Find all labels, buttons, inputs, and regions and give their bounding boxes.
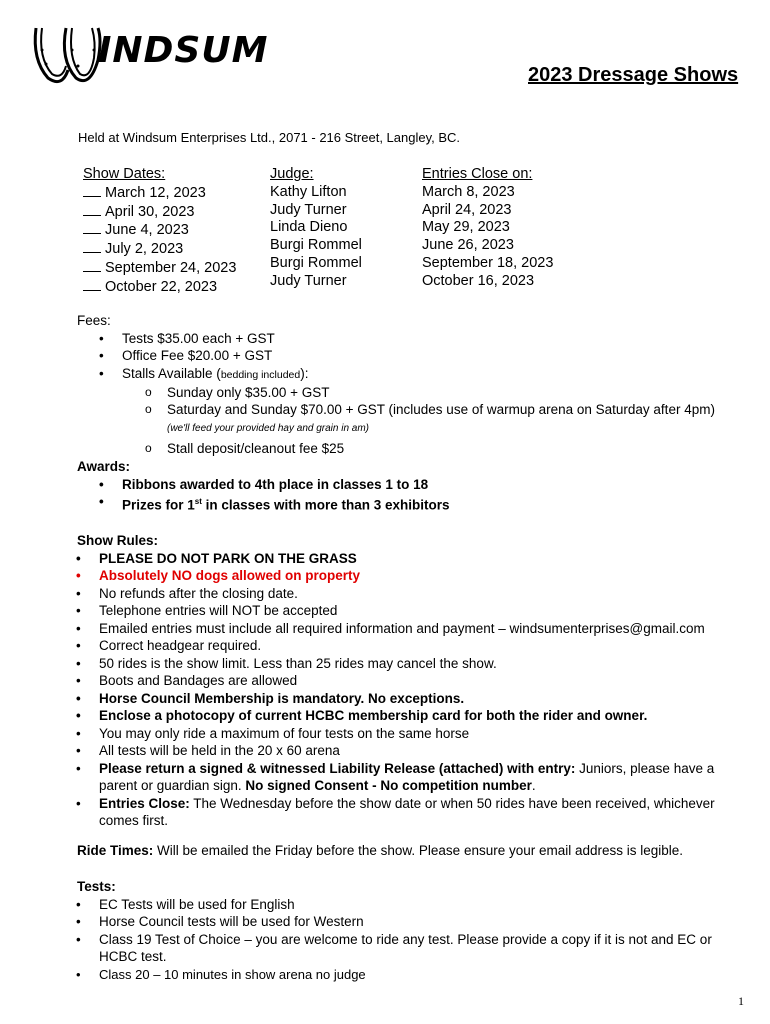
venue-line: Held at Windsum Enterprises Ltd., 2071 - 216 Street, Langley, BC. <box>78 130 461 145</box>
page-number: 1 <box>738 994 744 1008</box>
rule-item: • Correct headgear required. <box>99 637 749 655</box>
show-date-row: September 24, 2023 <box>83 259 236 278</box>
rules-section <box>77 532 749 830</box>
stall-option: o Stall deposit/cleanout fee $25 <box>167 440 767 457</box>
close-date: March 8, 2023 <box>422 183 515 200</box>
windsum-logo <box>28 14 298 92</box>
fees-section <box>77 312 767 457</box>
rule-item: • Enclose a photocopy of current HCBC membership card for both the rider and owner. <box>99 707 749 725</box>
ride-times-line <box>77 843 683 858</box>
ride-times-label: Ride Times: <box>77 843 154 858</box>
award-item: • Prizes for 1st in classes with more than 3 exhibitors <box>122 493 449 514</box>
rule-item: • Absolutely NO dogs allowed on property <box>99 567 749 585</box>
show-dates-column <box>83 166 236 297</box>
close-date: May 29, 2023 <box>422 219 510 236</box>
award-item: • Ribbons awarded to 4th place in classes 1 to 18 <box>122 476 449 494</box>
document-title: 2023 Dressage Shows <box>528 64 739 86</box>
close-date: October 16, 2023 <box>422 272 535 289</box>
fee-item: • Tests $35.00 each + GST <box>122 330 767 348</box>
show-date-row: March 12, 2023 <box>83 184 236 203</box>
logo-wordmark: INDSUM <box>98 30 269 71</box>
fees-heading: Fees: <box>77 313 111 328</box>
rule-item: • Boots and Bandages are allowed <box>99 672 749 690</box>
rule-item: • No refunds after the closing date. <box>99 585 749 603</box>
rule-item: • Telephone entries will NOT be accepted <box>99 602 749 620</box>
awards-heading: Awards: <box>77 459 131 474</box>
judge-name: Burgi Rommel <box>270 237 362 254</box>
rule-item: • Please return a signed & witnessed Liability Release (attached) with entry: Juniors, please have a parent or guardian sign. No signed Consent - No competition number. <box>99 760 749 795</box>
show-dates-header: Show Dates: <box>83 166 166 182</box>
horseshoe-icon <box>28 20 108 90</box>
rule-item: • Entries Close: The Wednesday before the show date or when 50 rides have been received, whichever comes first. <box>99 795 749 830</box>
close-date: September 18, 2023 <box>422 254 554 271</box>
tests-section <box>77 878 749 983</box>
entries-close-column <box>422 166 553 291</box>
judge-name: Burgi Rommel <box>270 254 362 271</box>
fee-item: • Stalls Available (bedding included): <box>122 365 767 385</box>
rules-heading: Show Rules: <box>77 533 159 548</box>
rule-item: • PLEASE DO NOT PARK ON THE GRASS <box>99 550 749 568</box>
stall-option: o Saturday and Sunday $70.00 + GST (includes use of warmup arena on Saturday after 4pm) (we'll feed your provided hay and grain in am) <box>167 401 767 437</box>
ride-times-text: Will be emailed the Friday before the show. Please ensure your email address is legible. <box>153 843 684 858</box>
show-date-row: June 4, 2023 <box>83 221 236 240</box>
judge-name: Judy Turner <box>270 201 347 218</box>
test-item: • EC Tests will be used for English <box>99 896 749 914</box>
judge-name: Judy Turner <box>270 272 347 289</box>
close-date: June 26, 2023 <box>422 237 514 254</box>
rule-item: • 50 rides is the show limit. Less than 25 rides may cancel the show. <box>99 655 749 673</box>
judge-name: Linda Dieno <box>270 219 348 236</box>
tests-heading: Tests: <box>77 879 116 894</box>
awards-section <box>77 458 449 514</box>
show-date-row: October 22, 2023 <box>83 278 236 297</box>
test-item: • Class 20 – 10 minutes in show arena no judge <box>99 966 749 984</box>
entries-close-header: Entries Close on: <box>422 166 533 182</box>
show-date-row: April 30, 2023 <box>83 203 236 222</box>
rule-item: • All tests will be held in the 20 x 60 arena <box>99 742 749 760</box>
rule-item: • You may only ride a maximum of four tests on the same horse <box>99 725 749 743</box>
judge-column <box>270 166 362 291</box>
judge-name: Kathy Lifton <box>270 183 347 200</box>
test-item: • Horse Council tests will be used for Western <box>99 913 749 931</box>
rule-item: • Horse Council Membership is mandatory. No exceptions. <box>99 690 749 708</box>
fee-item: • Office Fee $20.00 + GST <box>122 347 767 365</box>
test-item: • Class 19 Test of Choice – you are welcome to ride any test. Please provide a copy if it is not and EC or HCBC test. <box>99 931 749 966</box>
close-date: April 24, 2023 <box>422 201 512 218</box>
judge-header: Judge: <box>270 166 314 182</box>
show-date-row: July 2, 2023 <box>83 240 236 259</box>
stall-option: o Sunday only $35.00 + GST <box>167 384 767 401</box>
rule-item: • Emailed entries must include all required information and payment – windsumenterprises@gmail.com <box>99 620 749 638</box>
